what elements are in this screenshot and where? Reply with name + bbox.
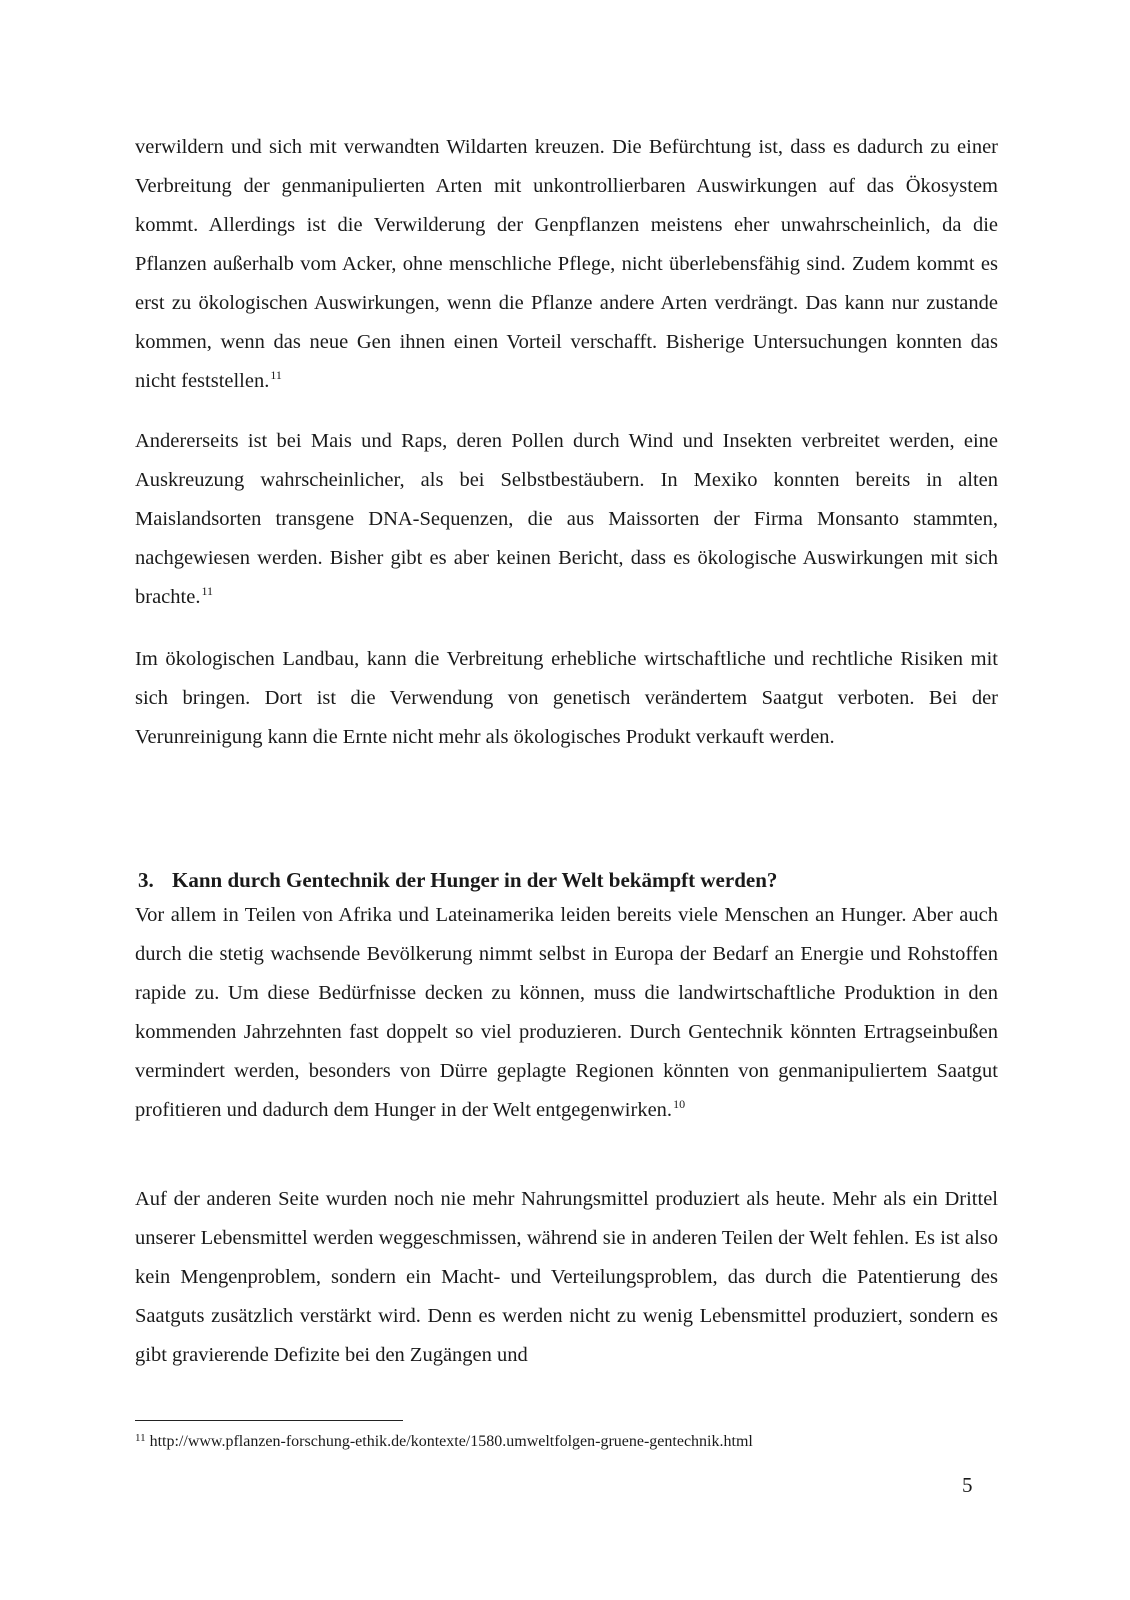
section-heading bbox=[138, 866, 777, 894]
footnote-separator bbox=[135, 1420, 403, 1421]
paragraph-4 bbox=[135, 896, 998, 1130]
section-title: Kann durch Gentechnik der Hunger in der Welt bekämpft werden? bbox=[172, 868, 778, 892]
footnote-reference[interactable]: 11 bbox=[201, 584, 214, 598]
paragraph-text: Vor allem in Teilen von Afrika und Lateinamerika leiden bereits viele Menschen an Hunger. Aber auch durch die stetig wachsende Bevölkerung nimmt selbst in Europa der Bedarf an Energie und Rohstoffen rapide zu. Um diese Bedürfnisse decken zu können, muss die landwirtschaftliche Produktion in den kommenden Jahrzehnten fast doppelt so viel produzieren. Durch Gentechnik könnten Ertragseinbußen vermindert werden, besonders von Dürre geplagte Regionen könnten von genmanipuliertem Saatgut profitieren und dadurch dem Hunger in der Welt entgegenwirken. bbox=[135, 904, 998, 1121]
paragraph-text: verwildern und sich mit verwandten Wildarten kreuzen. Die Befürchtung ist, dass es dadurch zu einer Verbreitung der genmanipulierten Arten mit unkontrollierbaren Auswirkungen auf das Ökosystem kommt. Allerdings ist die Verwilderung der Genpflanzen meistens eher unwahrscheinlich, da die Pflanzen außerhalb vom Acker, ohne menschliche Pflege, nicht überlebensfähig sind. Zudem kommt es erst zu ökologischen Auswirkungen, wenn die Pflanze andere Arten verdrängt. Das kann nur zustande kommen, wenn das neue Gen ihnen einen Vorteil verschafft. Bisherige Untersuchungen konnten das nicht feststellen. bbox=[135, 136, 998, 392]
footnote-reference[interactable]: 11 bbox=[270, 368, 282, 382]
footnote bbox=[135, 1432, 753, 1452]
footnote-url[interactable]: http://www.pflanzen-forschung-ethik.de/kontexte/1580.umweltfolgen-gruene-gentechnik.html bbox=[149, 1433, 753, 1450]
paragraph-1 bbox=[135, 128, 998, 401]
paragraph-text: Auf der anderen Seite wurden noch nie mehr Nahrungsmittel produziert als heute. Mehr als ein Drittel unserer Lebensmittel werden weggeschmissen, während sie in anderen Teilen der Welt fehlen. Es ist also kein Mengenproblem, sondern ein Macht- und Verteilungsproblem, das durch die Patentierung des Saatguts zusätzlich verstärkt wird. Denn es werden nicht zu wenig Lebensmittel produziert, sondern es gibt gravierende Defizite bei den Zugängen und bbox=[135, 1188, 998, 1366]
paragraph-text: Andererseits ist bei Mais und Raps, deren Pollen durch Wind und Insekten verbreitet werden, eine Auskreuzung wahrscheinlicher, als bei Selbstbestäubern. In Mexiko konnten bereits in alten Maislandsorten transgene DNA-Sequenzen, die aus Maissorten der Firma Monsanto stammten, nachgewiesen werden. Bisher gibt es aber keinen Bericht, dass es ökologische Auswirkungen mit sich brachte. bbox=[135, 430, 998, 608]
page-number: 5 bbox=[962, 1473, 973, 1497]
section-number: 3. bbox=[138, 868, 154, 892]
paragraph-3 bbox=[135, 640, 998, 757]
paragraph-2 bbox=[135, 422, 998, 617]
footnote-reference[interactable]: 10 bbox=[673, 1097, 686, 1111]
paragraph-text: Im ökologischen Landbau, kann die Verbreitung erhebliche wirtschaftliche und rechtliche Risiken mit sich bringen. Dort ist die Verwendung von genetisch verändertem Saatgut verboten. Bei der Verunreinigung kann die Ernte nicht mehr als ökologisches Produkt verkauft werden. bbox=[135, 648, 998, 748]
paragraph-5 bbox=[135, 1180, 998, 1375]
footnote-number: 11 bbox=[135, 1432, 146, 1444]
